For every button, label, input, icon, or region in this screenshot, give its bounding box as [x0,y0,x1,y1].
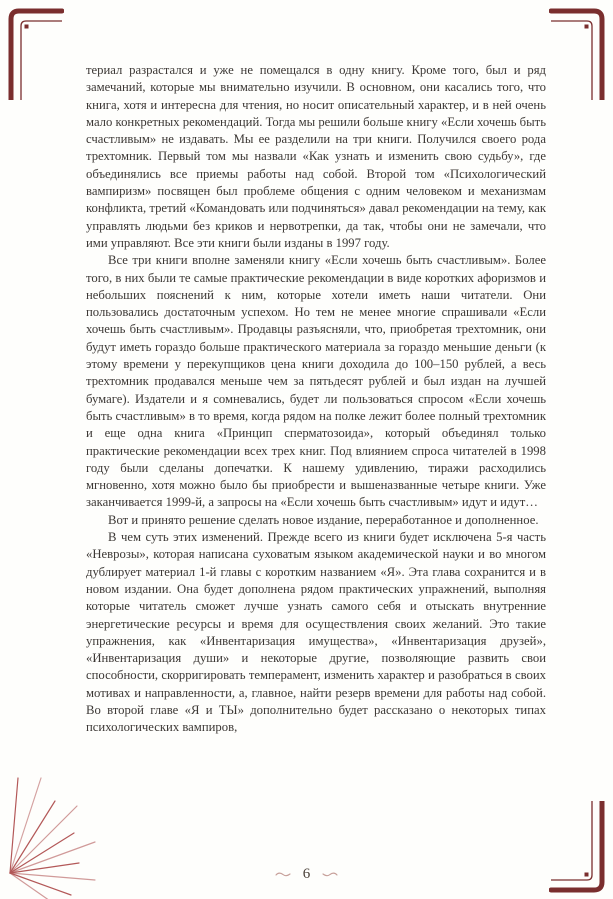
page-text [86,62,546,737]
page-footer [0,866,613,883]
page-number: 6 [302,866,311,882]
corner-frame-top-left-icon [8,8,64,100]
paragraph: Все три книги вполне заменяли книгу «Если хочешь быть счастливым». Более того, в них были те самые практические рекомендации в виде коротких афоризмов и небольших пояснений к ним, которые хотели иметь наши читатели. Они пользовались достаточным успехом. Но тем не менее многие спрашивали «Если хочешь быть счастливым». Продавцы разъясняли, что, приобретая трехтомник, они будут иметь гораздо больше практического материала за гораздо меньшие деньги (к этому времени у перекупщиков цена книги доходила до 100–150 рублей, а весь трехтомник продавался меньше чем за пятьдесят рублей и был издан на лучшей бумаге). Издатели и я сомневались, будет ли пользоваться спросом «Если хочешь быть счастливым» в то время, когда рядом на полке лежит более полный трехтомник и еще одна книга «Принцип сперматозоида», который объединял только практические рекомендации всех трех книг. Под влиянием спроса читателей в 1998 году были сделаны допечатки. К нашему удивлению, тиражи расходились мгновенно, хотя можно было бы приобрести и вышеназванные четыре книги. Уже заканчивается 1999-й, а запросы на «Если хочешь быть счастливым» идут и идут… [86,253,546,510]
corner-frame-top-right-icon [549,8,605,100]
footer-flourish-right-icon [322,871,338,878]
footer-flourish-left-icon [275,871,291,878]
paragraph: Вот и принято решение сделать новое издание, переработанное и дополненное. [108,512,539,527]
paragraph: териал разрастался и уже не помещался в одну книгу. Кроме того, был и ряд замечаний, которые мы внимательно изучили. В основном, они касались того, что книга, хотя и интересна для чтения, но носит описательный характер, и в ней очень мало конкретных рекомендаций. Тогда мы решили больше книгу «Если хочешь быть счастливым» не издавать. Мы ее разделили на три книги. Получился своего рода трехтомник. Первый том мы назвали «Как узнать и изменить свою судьбу», где объединялись все приемы работы над собой. Второй том «Психологический вампиризм» посвящен был проблеме общения с одним человеком и механизмам конфликта, третий «Командовать или подчиняться» давал рекомендации на тему, как управлять людьми без криков и нервотрепки, да так, чтобы они не замечали, что ими управляют. Все эти книги были изданы в 1997 году. [86,63,546,250]
paragraph: В чем суть этих изменений. Прежде всего из книги будет исключена 5-я часть «Неврозы», которая написана суховатым языком академической науки и во многом дублирует материал 1-й главы с коротким названием «Я». Эта глава сохранится и в новом издании. Она будет дополнена рядом практических упражнений, выполняя которые читатель сможет лучше узнать самого себя и отыскать внутренние энергетические ресурсы и время для осуществления своих желаний. Это такие упражнения, как «Инвентаризация имущества», «Инвентаризация друзей», «Инвентаризация души» и некоторые другие, позволяющие развить свои способности, скорригировать темперамент, изменить характер и разобраться в своих мотивах и направленности, а, главное, найти резерв времени для работы над собой. Во второй главе «Я и ТЫ» дополнительно будет рассказано о некоторых типах психологических вампиров, [86,530,546,735]
